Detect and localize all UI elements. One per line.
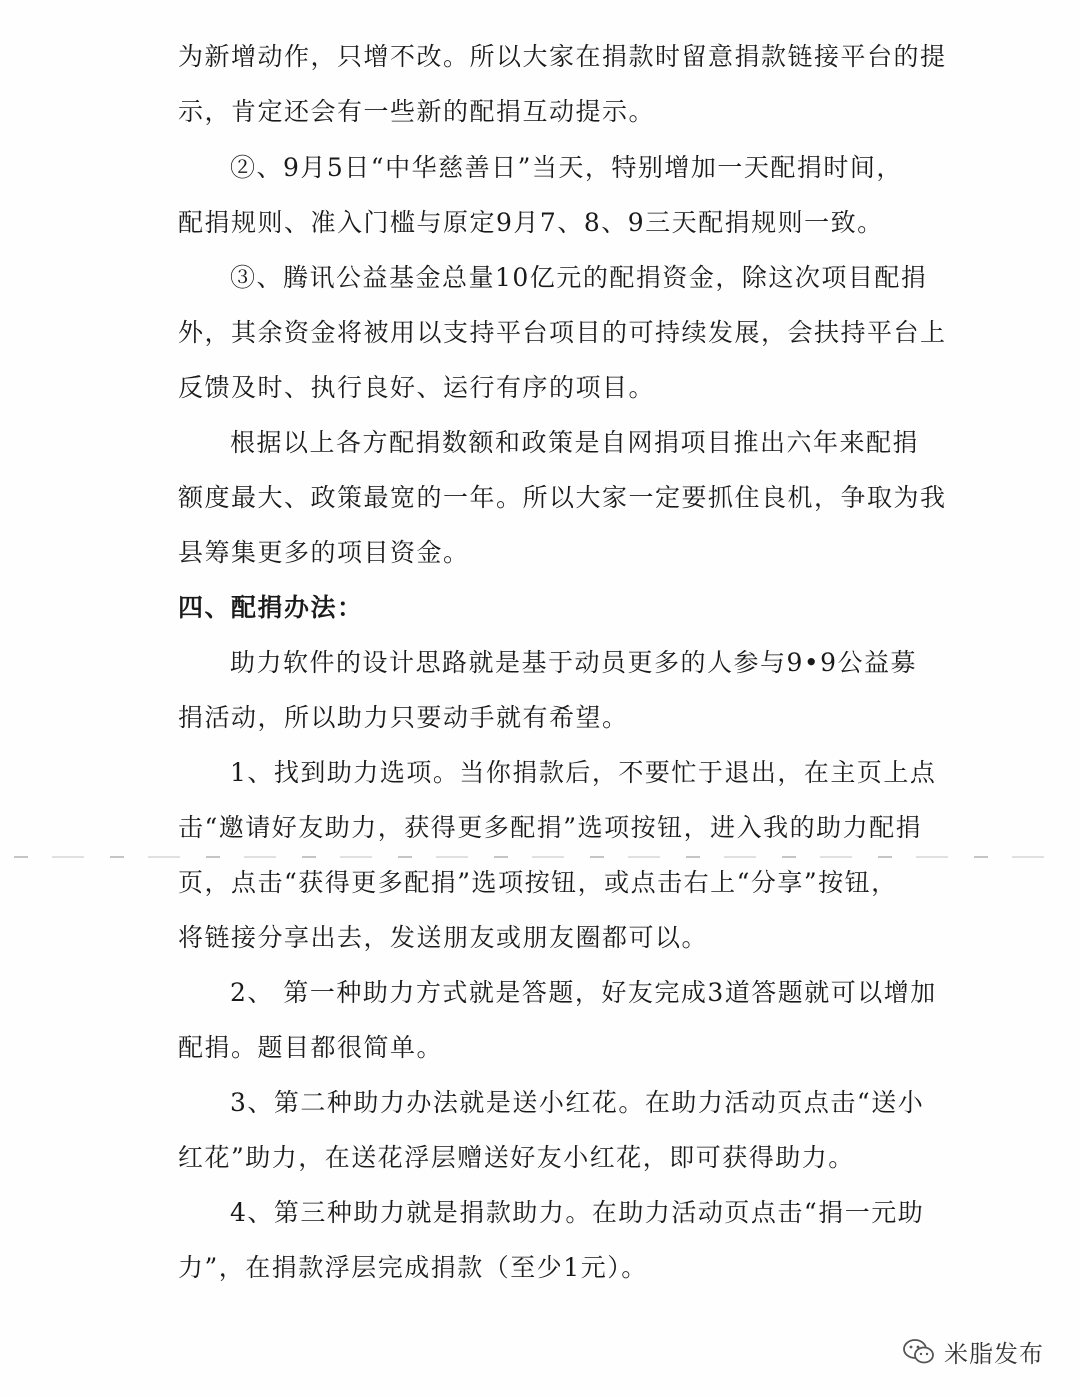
text-line: 捐活动，所以助力只要动手就有希望。 <box>178 703 629 732</box>
wechat-icon <box>902 1337 936 1367</box>
text-line: 外，其余资金将被用以支持平台项目的可持续发展，会扶持平台上 <box>178 318 947 347</box>
section-heading: 四、配捐办法： <box>178 593 364 622</box>
text-line: 额度最大、政策最宽的一年。所以大家一定要抓住良机，争取为我 <box>178 483 947 512</box>
watermark-text: 米脂发布 <box>944 1340 1044 1368</box>
text-line: 为新增动作，只增不改。所以大家在捐款时留意捐款链接平台的提 <box>178 42 947 71</box>
text-line: 红花”助力，在送花浮层赠送好友小红花，即可获得助力。 <box>178 1143 855 1172</box>
text-line: 配捐。题目都很简单。 <box>178 1033 444 1062</box>
text-line: 2、 第一种助力方式就是答题，好友完成3道答题就可以增加 <box>230 978 937 1007</box>
text-line: 1、找到助力选项。当你捐款后，不要忙于退出，在主页上点 <box>230 758 937 787</box>
text-line: 4、第三种助力就是捐款助力。在助力活动页点击“捐一元助 <box>230 1198 925 1227</box>
text-line: 力”，在捐款浮层完成捐款（至少1元）。 <box>178 1253 648 1282</box>
scan-streak <box>14 856 1064 858</box>
text-line: 反馈及时、执行良好、运行有序的项目。 <box>178 373 656 402</box>
text-line: 击“邀请好友助力，获得更多配捐”选项按钮，进入我的助力配捐 <box>178 813 923 842</box>
text-line: 根据以上各方配捐数额和政策是自网捐项目推出六年来配捐 <box>230 428 920 457</box>
text-line: ③、腾讯公益基金总量10亿元的配捐资金，除这次项目配捐 <box>230 263 928 292</box>
text-line: 将链接分享出去，发送朋友或朋友圈都可以。 <box>178 923 709 952</box>
text-line: ②、9月5日“中华慈善日”当天，特别增加一天配捐时间， <box>230 153 903 182</box>
text-line: 县筹集更多的项目资金。 <box>178 538 470 567</box>
text-line: 页，点击“获得更多配捐”选项按钮，或点击右上“分享”按钮， <box>178 868 898 897</box>
watermark <box>902 1334 1044 1369</box>
text-line: 3、第二种助力办法就是送小红花。在助力活动页点击“送小 <box>230 1088 925 1117</box>
text-line: 示，肯定还会有一些新的配捐互动提示。 <box>178 97 656 126</box>
text-line: 助力软件的设计思路就是基于动员更多的人参与9•9公益募 <box>230 648 918 677</box>
text-line: 配捐规则、准入门槛与原定9月7、8、9三天配捐规则一致。 <box>178 208 884 237</box>
